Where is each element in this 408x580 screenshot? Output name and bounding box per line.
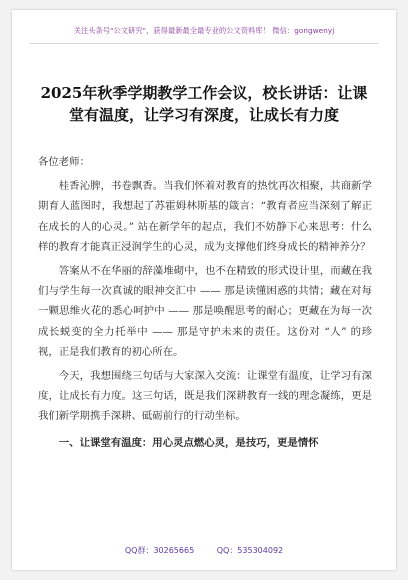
footer-qq: QQ：535304092 [216, 546, 284, 555]
greeting: 各位老师： [38, 156, 90, 168]
section-heading: 一、让课堂有温度：用心灵点燃心灵，是技巧，更是情怀 [58, 436, 319, 449]
document-title: 2025年秋季学期教学工作会议，校长讲话：让课堂有温度，让学习有深度，让成长有力度 [40, 84, 368, 124]
document-page [12, 10, 396, 570]
footer-qq-group: QQ群：30265665 [124, 546, 195, 555]
footer-contact [12, 545, 396, 556]
paragraph: 桂香沁脾，书卷飘香。当我们怀着对教育的热忱再次相聚，共商新学期育人蓝图时，我想起了苏霍姆林斯基的箴言：“教育者应当深刻了解正在成长的人的心灵。” 站在新学年的起点，我们不妨静下心来思考：什么样的教育才能真正浸润学生的心灵，成为支撑他们终身成长的精神养分？ [38, 180, 372, 253]
header-banner: 关注头条号"公文研究"，获得最新最全最专业的公文资料库！ 微信：gongwenyj [30, 26, 378, 44]
paragraph: 答案从不在华丽的辞藻堆砌中，也不在精致的形式设计里，而藏在我们与学生每一次真诚的眼神交汇中 —— 那是读懂困惑的共情；藏在对每一颗思维火花的悉心呵护中 —— 那是唤醒思考的耐心；更藏在为每一次成长蜕变的全力托举中 —— 那是守护未来的责任。这份对 “人” 的珍视，正是我们教育的初心所在。 [38, 265, 372, 358]
paragraph: 今天，我想围绕三句话与大家深入交流：让课堂有温度，让学习有深度，让成长有力度。这三句话，既是我们深耕教育一线的理念凝练，更是我们新学期携手深耕、砥砺前行的行动坐标。 [38, 370, 372, 423]
document-body [38, 152, 372, 457]
